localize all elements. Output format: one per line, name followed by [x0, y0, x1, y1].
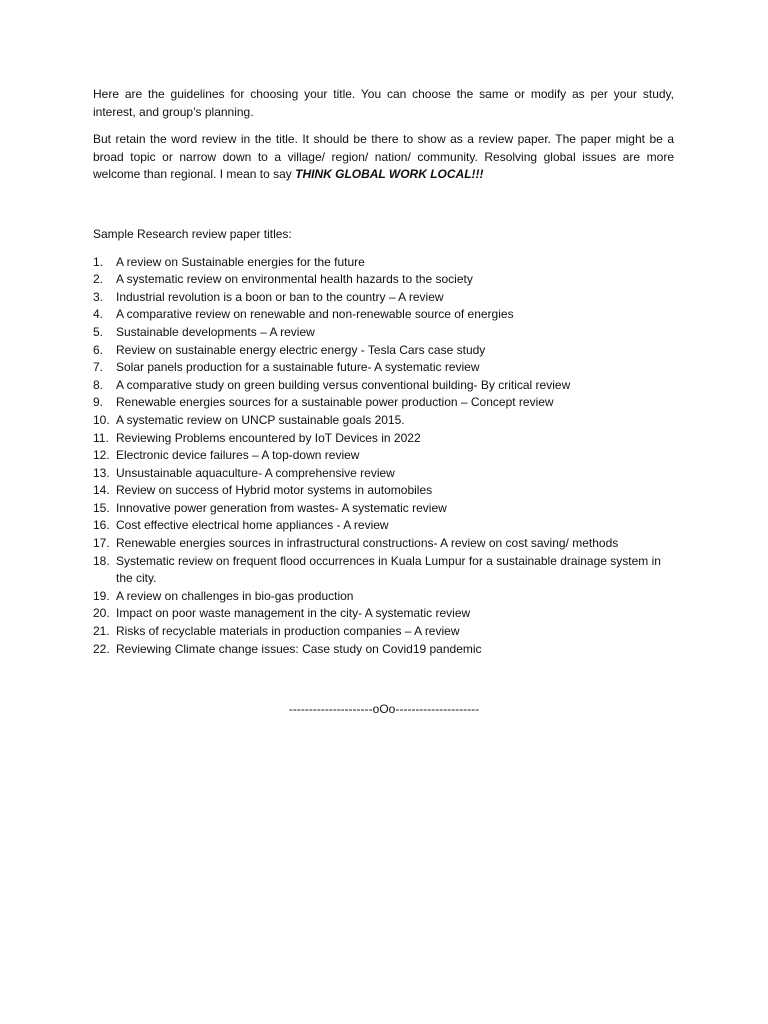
list-item-number: 17.	[93, 536, 110, 551]
list-item-number: 16.	[93, 518, 110, 533]
intro-paragraph: Here are the guidelines for choosing your title. You can choose the same or modify as per your study, interest, and group’s planning.	[93, 87, 674, 119]
list-item-number: 9.	[93, 395, 104, 410]
list-item-text: A review on Sustainable energies for the future	[116, 254, 365, 269]
end-separator: ---------------------oOo---------------------	[288, 702, 480, 716]
list-item-text: Electronic device failures – A top-down review	[116, 448, 360, 463]
list-item-number: 14.	[93, 483, 110, 498]
list-item-number: 12.	[93, 448, 110, 463]
list-item	[93, 517, 674, 535]
list-item	[93, 447, 674, 465]
list-item-number: 6.	[93, 342, 104, 357]
list-item-number: 3.	[93, 289, 104, 304]
list-item	[93, 641, 674, 659]
list-item	[93, 324, 674, 342]
list-item-number: 2.	[93, 272, 104, 287]
list-item-number: 11.	[93, 430, 109, 445]
list-item	[93, 482, 674, 500]
guideline-text: But retain the word review in the title. It should be there to show as a review paper. The paper might be a broad topic or narrow down to a village/ region/ nation/ community. Resolving global issues are more welcome than regional. I mean to say	[93, 132, 674, 182]
list-item	[93, 342, 674, 360]
list-item	[93, 500, 674, 518]
list-item-text: Unsustainable aquaculture- A comprehensive review	[116, 465, 395, 480]
list-item	[93, 254, 674, 272]
list-item-number: 8.	[93, 377, 104, 392]
list-item-text: Review on success of Hybrid motor systems in automobiles	[116, 483, 433, 498]
list-item-text: Innovative power generation from wastes- A systematic review	[116, 500, 447, 515]
list-item-number: 15.	[93, 500, 110, 515]
list-item-text: Renewable energies sources in infrastructural constructions- A review on cost saving/ methods	[116, 536, 619, 551]
list-item-number: 1.	[93, 254, 104, 269]
list-item	[93, 430, 674, 448]
list-item	[93, 588, 674, 606]
list-item-text: Industrial revolution is a boon or ban to the country – A review	[116, 289, 444, 304]
list-item-text: Sustainable developments – A review	[116, 324, 315, 339]
list-item-text: Reviewing Problems encountered by IoT Devices in 2022	[116, 430, 421, 445]
guideline-emphasis: THINK GLOBAL WORK LOCAL!!!	[295, 167, 484, 182]
list-item-text: A systematic review on UNCP sustainable goals 2015.	[116, 412, 405, 427]
list-item-text: Impact on poor waste management in the city- A systematic review	[116, 606, 471, 621]
list-item-number: 4.	[93, 307, 104, 322]
list-item	[93, 465, 674, 483]
list-item-number: 13.	[93, 465, 110, 480]
list-item	[93, 553, 674, 588]
list-item	[93, 271, 674, 289]
list-item-text: Reviewing Climate change issues: Case study on Covid19 pandemic	[116, 641, 482, 656]
list-item-number: 18.	[93, 553, 110, 568]
list-item-text: Risks of recyclable materials in production companies – A review	[116, 624, 460, 639]
list-item-text: A systematic review on environmental health hazards to the society	[116, 272, 473, 287]
list-item-number: 20.	[93, 606, 110, 621]
list-item-text: Renewable energies sources for a sustainable power production – Concept review	[116, 395, 554, 410]
list-item	[93, 306, 674, 324]
titles-list	[93, 254, 674, 659]
list-item-text: Cost effective electrical home appliances - A review	[116, 518, 389, 533]
list-item	[93, 535, 674, 553]
list-item-text: Review on sustainable energy electric energy - Tesla Cars case study	[116, 342, 486, 357]
list-item-text: A review on challenges in bio-gas production	[116, 588, 354, 603]
list-item-text: Solar panels production for a sustainable future- A systematic review	[116, 360, 480, 375]
list-item	[93, 623, 674, 641]
list-heading: Sample Research review paper titles:	[93, 226, 292, 241]
list-item	[93, 377, 674, 395]
list-item-number: 21.	[93, 624, 110, 639]
list-item-number: 7.	[93, 360, 104, 375]
list-item-number: 19.	[93, 588, 110, 603]
list-item-number: 22.	[93, 641, 110, 656]
list-item-number: 5.	[93, 324, 104, 339]
list-item-number: 10.	[93, 412, 110, 427]
list-item	[93, 605, 674, 623]
guideline-paragraph	[93, 131, 674, 184]
list-item	[93, 394, 674, 412]
list-item-text: A comparative review on renewable and non-renewable source of energies	[116, 307, 514, 322]
list-item-text: A comparative study on green building versus conventional building- By critical review	[116, 377, 571, 392]
list-item-text: Systematic review on frequent flood occurrences in Kuala Lumpur for a sustainable drainage system in the city.	[116, 553, 661, 586]
list-item	[93, 412, 674, 430]
list-item	[93, 289, 674, 307]
document-page	[93, 86, 674, 658]
list-item	[93, 359, 674, 377]
